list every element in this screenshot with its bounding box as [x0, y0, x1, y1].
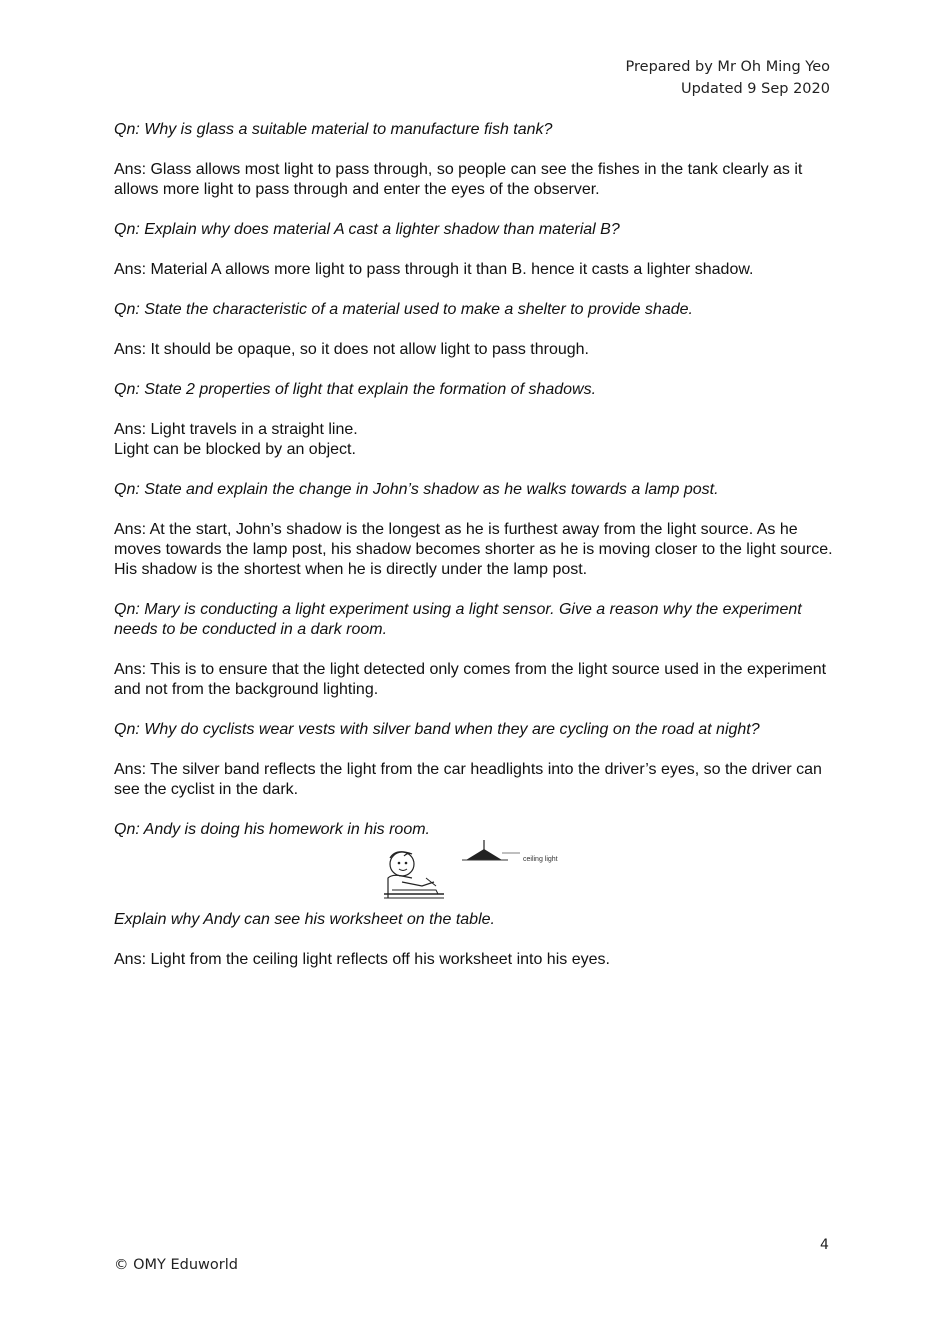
question-text: Qn: Why is glass a suitable material to manufacture fish tank?	[114, 121, 553, 138]
ceiling-light-label: ceiling light	[523, 856, 558, 863]
answer-text	[114, 160, 834, 200]
question-block	[114, 480, 834, 580]
answer-line: Ans: Light travels in a straight line.	[114, 421, 358, 438]
answer-line: Ans: The silver band reflects the light from the car headlights into the driver’s eyes, so the driver can see the cyclist in the dark.	[114, 761, 822, 798]
question-block	[114, 220, 834, 280]
answer-text: Ans: Light from the ceiling light reflects off his worksheet into his eyes.	[114, 951, 610, 968]
footer-copyright: © OMY Eduworld	[114, 1257, 238, 1273]
question-text: Qn: Andy is doing his homework in his room.	[114, 821, 430, 838]
answer-line: Ans: Material A allows more light to pass through it than B. hence it casts a lighter shadow.	[114, 261, 754, 278]
question-block	[114, 120, 834, 200]
updated-date: Updated 9 Sep 2020	[680, 81, 830, 97]
answer-text	[114, 420, 834, 460]
answer-line: Ans: This is to ensure that the light detected only comes from the light source used in the experiment and not from the background lighting.	[114, 661, 827, 698]
answer-line: Ans: At the start, John’s shadow is the longest as he is furthest away from the light source. As he moves towards the lamp post, his shadow becomes shorter as he is moving closer to the light source. His shadow is the shortest when he is directly under the lamp post.	[114, 521, 833, 578]
answer-line: Ans: It should be opaque, so it does not allow light to pass through.	[114, 341, 589, 358]
question-block	[114, 380, 834, 460]
answer-line: Ans: Glass allows most light to pass through, so people can see the fishes in the tank clearly as it allows more light to pass through and enter the eyes of the observer.	[114, 161, 803, 198]
question-text: Qn: State 2 properties of light that explain the formation of shadows.	[114, 381, 597, 398]
boy-at-desk-icon	[378, 848, 448, 904]
andy-illustration	[114, 840, 834, 902]
question-text: Qn: State the characteristic of a material used to make a shelter to provide shade.	[114, 301, 693, 318]
question-block	[114, 720, 834, 800]
question-block	[114, 600, 834, 700]
question-text: Qn: Explain why does material A cast a lighter shadow than material B?	[114, 221, 620, 238]
question-text: Qn: State and explain the change in John’s shadow as he walks towards a lamp post.	[114, 481, 719, 498]
answer-text	[114, 260, 834, 280]
question-block-andy	[114, 820, 834, 970]
answer-text	[114, 760, 834, 800]
question-text-2: Explain why Andy can see his worksheet on the table.	[114, 911, 495, 928]
page-header	[626, 56, 830, 100]
answer-text	[114, 340, 834, 360]
ceiling-light-icon	[462, 840, 522, 864]
answer-line: Light can be blocked by an object.	[114, 441, 356, 458]
answer-text	[114, 660, 834, 700]
question-text: Qn: Mary is conducting a light experiment using a light sensor. Give a reason why the experiment needs to be conducted in a dark room.	[114, 601, 802, 638]
document-body	[114, 120, 834, 970]
answer-text	[114, 520, 834, 580]
page-number: 4	[820, 1237, 829, 1253]
question-text: Qn: Why do cyclists wear vests with silver band when they are cycling on the road at night?	[114, 721, 760, 738]
author-line: Prepared by Mr Oh Ming Yeo	[625, 59, 830, 75]
question-block	[114, 300, 834, 360]
